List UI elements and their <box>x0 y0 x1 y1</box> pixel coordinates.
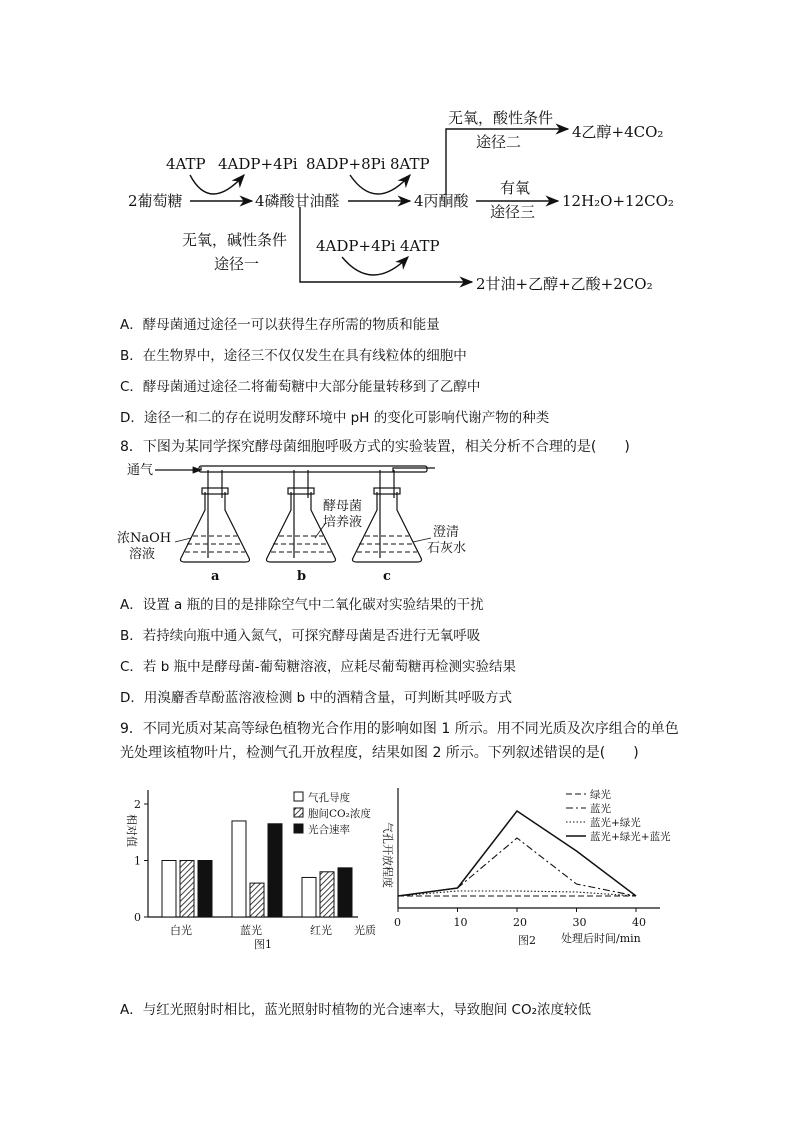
label-flask-a: a <box>211 569 220 584</box>
label-yeast-line2: 培养液 <box>323 515 363 530</box>
pathway-cond2-line1: 无氧，酸性条件 <box>448 109 554 127</box>
fig1-bar <box>162 861 176 918</box>
fig2-xtick-label: 20 <box>513 916 527 929</box>
fig1-bar <box>180 861 194 918</box>
q8-option-a: A．设置 a 瓶的目的是排除空气中二氧化碳对实验结果的干扰 <box>120 597 484 613</box>
pathway-adp-input-2: 8ADP+8Pi <box>306 155 386 173</box>
q8-option-c: C．若 b 瓶中是酵母菌-葡萄糖溶液，应耗尽葡萄糖再检测实验结果 <box>120 659 516 675</box>
fig1-ylabel: 相对值 <box>125 814 138 847</box>
pathway-cond1-line2: 途径一 <box>214 255 260 273</box>
q7-option-b: B．在生物界中，途径三不仅仅发生在具有线粒体的细胞中 <box>120 348 467 364</box>
fig1-bar <box>250 883 264 917</box>
pathway-product-3: 12H₂O+12CO₂ <box>562 192 674 210</box>
fig2-xtick-label: 40 <box>632 916 646 929</box>
label-flask-b: b <box>297 569 307 584</box>
fig1-ytick-label: 1 <box>134 854 141 868</box>
q8-apparatus-diagram <box>115 458 495 586</box>
fig2-xtick-label: 0 <box>394 916 401 929</box>
fig2-series-line <box>398 838 636 896</box>
label-flask-c: c <box>383 569 391 584</box>
label-naoh-line1: 浓NaOH <box>117 531 172 546</box>
fig1-legend-label: 光合速率 <box>308 824 350 836</box>
metabolic-pathway-diagram <box>110 95 700 300</box>
fig2-xtick-label: 30 <box>572 916 587 929</box>
pathway-glucose: 2葡萄糖 <box>128 192 183 210</box>
label-naoh-line2: 溶液 <box>129 547 156 562</box>
fig1-xlabel: 光质 <box>354 924 376 937</box>
fig1-bar <box>232 821 246 917</box>
fig1-legend-swatch <box>294 808 303 817</box>
pathway-cond3-line2: 途径三 <box>490 203 536 221</box>
pathway-atp-input: 4ATP <box>166 155 206 173</box>
fig1-bar <box>198 861 212 918</box>
figure-1-bar-chart <box>118 782 388 954</box>
fig2-legend-label: 蓝光 <box>590 803 611 815</box>
pathway-cond3-line1: 有氧 <box>500 179 531 197</box>
pathway-g3p: 4磷酸甘油醛 <box>255 192 340 210</box>
fig1-bar <box>320 872 334 917</box>
fig1-legend-label: 气孔导度 <box>308 792 350 804</box>
figure-2-line-chart <box>378 778 678 950</box>
pathway-product-2: 4乙醇+4CO₂ <box>572 123 664 141</box>
fig1-ytick-label: 0 <box>134 911 141 924</box>
fig1-bar <box>268 824 282 917</box>
label-limewater-line1: 澄清 <box>433 525 460 540</box>
q7-option-a: A．酵母菌通过途径一可以获得生存所需的物质和能量 <box>120 317 440 333</box>
fig1-category-label: 蓝光 <box>240 924 262 937</box>
label-yeast-line1: 酵母菌 <box>323 499 363 514</box>
fig2-legend-label: 绿光 <box>590 789 611 801</box>
pathway-product-1: 2甘油+乙醇+乙酸+2CO₂ <box>476 275 653 293</box>
fig1-category-label: 白光 <box>170 924 192 937</box>
fig2-xtick-label: 10 <box>453 916 468 929</box>
q9-stem-line1: 9．不同光质对某高等绿色植物光合作用的影响如图 1 所示。用不同光质及次序组合的单色 <box>120 721 679 737</box>
fig1-legend-swatch <box>294 792 303 801</box>
fig2-ylabel: 气孔开放程度 <box>381 822 394 888</box>
q7-option-d: D．途径一和二的存在说明发酵环境中 pH 的变化可影响代谢产物的种类 <box>120 410 550 426</box>
pathway-cond2-line2: 途径二 <box>476 133 522 151</box>
fig1-legend-swatch <box>294 824 303 833</box>
pathway-adp-output: 4ADP+4Pi <box>218 155 298 173</box>
q9-stem-line2: 光处理该植物叶片，检测气孔开放程度，结果如图 2 所示。下列叙述错误的是( ) <box>120 745 639 761</box>
q8-stem: 8．下图为某同学探究酵母菌细胞呼吸方式的实验装置，相关分析不合理的是( ) <box>120 439 630 455</box>
pathway-adp-input-3: 4ADP+4Pi <box>316 237 396 255</box>
fig1-title: 图1 <box>254 938 272 951</box>
fig2-xlabel: 处理后时间/min <box>561 932 641 945</box>
fig1-category-label: 红光 <box>310 924 332 937</box>
fig1-bar <box>338 868 352 917</box>
q8-option-b: B．若持续向瓶中通入氮气，可探究酵母菌是否进行无氧呼吸 <box>120 628 481 644</box>
fig2-legend-label: 蓝光+绿光 <box>590 817 641 829</box>
label-air-inlet: 通气 <box>127 463 154 478</box>
q8-option-d: D．用溴麝香草酚蓝溶液检测 b 中的酒精含量，可判断其呼吸方式 <box>120 690 513 706</box>
q7-option-c: C．酵母菌通过途径二将葡萄糖中大部分能量转移到了乙醇中 <box>120 379 481 395</box>
fig2-title: 图2 <box>518 934 536 947</box>
fig1-bar <box>302 877 316 917</box>
pathway-pyruvate: 4丙酮酸 <box>414 192 469 210</box>
label-limewater-line2: 石灰水 <box>427 541 467 556</box>
pathway-cond1-line1: 无氧，碱性条件 <box>182 231 288 249</box>
fig2-legend-label: 蓝光+绿光+蓝光 <box>590 831 671 843</box>
fig1-legend-label: 胞间CO₂浓度 <box>308 808 371 820</box>
q9-option-a: A．与红光照射时相比，蓝光照射时植物的光合速率大，导致胞间 CO₂浓度较低 <box>120 1002 591 1018</box>
fig1-ytick-label: 2 <box>134 798 141 811</box>
pathway-atp-output-3: 4ATP <box>400 237 440 255</box>
pathway-atp-output-2: 8ATP <box>390 155 430 173</box>
